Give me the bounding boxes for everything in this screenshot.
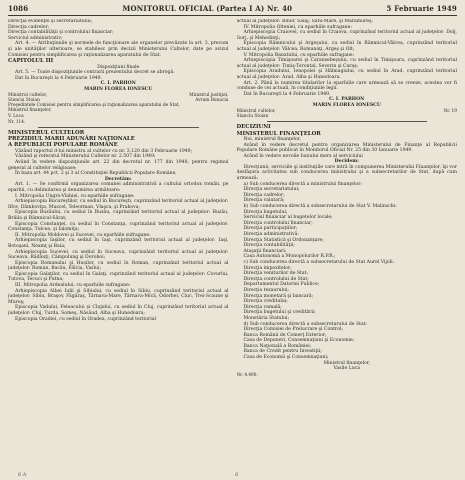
list-item: Casa de Depuneri, Consemnaţiuni şi Economie; xyxy=(243,338,355,344)
publication-date: 5 Februarie 1949 xyxy=(386,4,457,13)
paragraph: Arhiepiscopia Albei Iulii şi Sibiului, cu sediul în Sibiu, cuprinzând teritoriul actual al judeţelor: Sibiu, Braşov, Făgăraş, Târnava-Mare, Târnava-Mică, Odorhei, Ciuc, Trei-Scaune şi Mureş; xyxy=(8,288,229,305)
president-name: C. I. PARHON xyxy=(100,81,136,87)
list-item: Banca Naţională a României; xyxy=(243,343,312,349)
divider xyxy=(267,121,428,122)
list-item: Direcţia participaţiilor; xyxy=(243,226,298,232)
paragraph: I. Mitropolia Ungro-Vlahiei, cu eparhiile sufragane: xyxy=(15,193,135,199)
paragraph: Episcopia Constanţei, cu sediul în Constanţa, cuprinzând teritoriul actual al judeţelor: Constanţa, Tulcea, şi Ialomiţa; xyxy=(8,221,229,233)
paragraph: Având în vedere dispoziţiunile art. 22 din decretul nr. 177 din 1948, pentru regimul general al cultelor religioase; xyxy=(8,160,229,171)
signatures xyxy=(8,93,229,119)
ministry-title: MINISTERUL CULTELOR xyxy=(8,129,85,136)
paragraph: II. Mitropolia Moldovei şi Sucevei, cu eparhiile sufragane: xyxy=(15,232,151,238)
list-item: Direcţia valutară; xyxy=(243,198,285,204)
list-item: Casa Autonomă a Monopolurilor R.P.R.; xyxy=(243,254,336,260)
decree-number: Nr. 114. xyxy=(8,119,26,125)
list-item: Direcţia contabilităţii; xyxy=(243,243,295,249)
signers-left: Ministrul cultelor, Stanciu Stoian Preşedintele Comisiei pentru simplificarea şi raţionalizarea aparatului de Stat, Ministrul finanţelor, V. Luca xyxy=(8,92,180,119)
paragraph: Decidem: xyxy=(334,159,359,165)
paragraph: Art. 1. — Se confirmă organizarea comunei administrativă a cultului ortodox român, pe eparhii, cu delimitarea şi denumirea următoare: xyxy=(8,182,229,193)
article-4: Art. 4. — Atribuţiunile şi normele de funcţionare ale organelor prevăzute la art. 3, precum şi ale unităţilor ulterioare, se stabilesc prin decizii Ministerului Cultelor, date pe avizul Comisiei pentru simplificarea şi raţionalizarea aparatului de Stat. xyxy=(8,41,229,58)
list-item: Direcţia administrativă; xyxy=(243,232,299,237)
list-item: Direcţia monetară şi bancară; xyxy=(243,293,314,299)
secretary-name: MARIN FLOREA IONESCU xyxy=(84,86,153,92)
list-item: Direcţia creditului; xyxy=(243,299,288,305)
footer-center: 6 xyxy=(235,472,239,478)
publication-title: MONITORUL OFICIAL (Partea I A) Nr. 40 xyxy=(122,4,293,13)
text-line: actual al judeţelor: Bihor, Sălaj, Satu-Mare, şi Maramureş; xyxy=(236,19,373,24)
decision-ministry: MINISTERUL FINANŢELOR xyxy=(236,130,321,137)
paragraph: Arhiepiscopia Bucureştilor, cu sediul în Bucureşti, cuprinzând teritoriul actual al judeţelor: Ilfov, Dâmboviţa, Muscel, Teleorman, Vlaşca, şi Prahova; xyxy=(8,199,229,210)
divider xyxy=(38,127,199,128)
given-at: Dat în Bucureşti la 4 Februarie 1949. xyxy=(243,91,331,97)
text-line: Direcţia cadrelor; xyxy=(8,24,50,30)
list-item: Direcţia bugetului; xyxy=(243,209,288,215)
paragraph: Episcopia Oradiei, cu sediul în Oradea, cuprinzând teritoriul xyxy=(15,316,157,322)
text-line: Art. 2. Până la numirea titularilor la eparhiile care urmează să se creeze, acestea vor fi conduse de cei actuali, în condiţiunile legii. xyxy=(236,80,457,92)
given-at: Dat în Bucureşti la 4 Februarie 1949. xyxy=(15,75,103,81)
paragraph: Având în vedere nevoile bunului mers al serviciului xyxy=(243,153,363,159)
list-item: Direcţia impozitelor; xyxy=(243,265,292,271)
page-number: 1086 xyxy=(8,4,29,13)
secretary-name: MARIN FLOREA IONESCU xyxy=(312,102,381,108)
list-item: Direcţia secretariatului; xyxy=(243,187,300,193)
list-item: Direcţia controlului de Stat; xyxy=(243,276,309,282)
text-line: IV. Mitropolia Olteniei, cu eparhiile sufragane: xyxy=(243,24,352,30)
list-item: Ataşaţii financiari; xyxy=(243,248,287,254)
decision-signer: Ministrul finanţelor, Vasile Luca xyxy=(323,360,371,372)
text-line: Direcţia evidenţei şi secretariatului; xyxy=(8,19,93,24)
list-item: Casa de Economii şi Consemnaţiuni; xyxy=(243,355,329,361)
paragraph: Arhiepiscopia Iaşilor, cu sediul în Iaşi, cuprinzând teritoriul actual al judeţelor: Iaşi, Botoşani, Neamţ şi Baia; xyxy=(8,238,229,249)
chapter-title: CAPITOLUL III xyxy=(8,58,54,65)
list-item: Direcţia tezaurului; xyxy=(243,287,289,293)
paragraph: III. Mitropolia Ardealului, cu eparhiile sufragane: xyxy=(15,283,131,289)
text-line: V. Mitropolia Banatului, cu eparhiile sufragane: xyxy=(243,52,355,58)
right-column xyxy=(237,19,458,474)
paragraph: Episcopia Galaţilor, cu sediul în Galaţi, cuprinzând teritoriul actual al judeţelor: Covurlui, Tutova, Tecuci şi Putna; xyxy=(8,271,229,283)
decisions-title: DECIZIUNI xyxy=(236,124,271,131)
list-item: Monetăria Statului; xyxy=(243,315,290,321)
paragraph: Episcopia Vadului, Feleacului şi Clujului, cu sediul în Cluj, cuprinzând teritoriul actual al judeţelor: Cluj, Turda, Someş, Năsăud, Alba şi Hunedoara; xyxy=(8,305,229,317)
paragraph: Episcopia Romanului şi Hușilor, cu sediul în Roman, cuprinzând teritoriul actual al judeţelor: Roman, Bacău, Fălciu, Vaslui; xyxy=(8,260,229,272)
president-name: C. I. PARHON xyxy=(329,97,365,103)
decree-title: PREZIDIUL MARII ADUNĂRI NAŢIONALE A REPUBLICII POPULARE ROMÂNE xyxy=(8,136,135,149)
list-item: Banca de Credit pentru Investiţii; xyxy=(243,349,322,355)
paragraph: d) Sub conducerea directă a subsecretarului de Stat: xyxy=(243,321,368,327)
left-column xyxy=(8,19,229,474)
paragraph: Episcopia Buzăului, cu sediul în Buzău, cuprinzând teritoriul actual al judeţelor: Buzău, Brăila şi Râmnicul-Sărat; xyxy=(8,210,229,221)
paragraph: Noi, ministrul finanţelor, xyxy=(243,136,301,142)
list-item: Direcţia Statistică şi Ordonanţare; xyxy=(243,237,324,243)
paragraph: În baza art. 44 pct. 2 şi 3 al Constituţiei Republicii Populare Române, xyxy=(15,171,177,177)
text-line: Serviciul administrativ; xyxy=(8,35,63,41)
decision-number: Nr. 4.490. xyxy=(236,371,258,377)
page-footer xyxy=(0,472,465,478)
text-line: Episcopia Aradului, Ienopolei şi Hălmagiului, cu sediul în Arad, cuprinzând teritoriul actual al judeţelor: Arad, Alba şi Hunedoara. xyxy=(236,69,457,80)
list-item: Direcţia bugetului şi creditării; xyxy=(243,310,316,316)
chapter-subtitle: Dispoziţiuni finale xyxy=(97,64,140,70)
signatures xyxy=(237,109,458,120)
list-item: Direcţia Comisiei de Prelucrare şi Control; xyxy=(243,327,344,333)
paragraph: Direcţiunii, serviciile şi instituţiile care intră în compunerea Ministerului Finanţelor, îşi vor desfăşura activitatea sub conducerea ministrului şi a subsecretarilor de Stat, după cum urmează: xyxy=(236,164,457,182)
list-item: Banca Română de Comerţ Exterior; xyxy=(243,332,327,338)
list-item: Direcţia cadrelor; xyxy=(243,192,285,198)
decree-number: Nr. 19 xyxy=(443,108,457,114)
text-line: Episcopia Râmnicului şi Argeşului, cu sediul în Râmnicul-Vâlcea, cuprinzând teritoriul actual al judeţelor: Vâlcea, Romanaţi, Argeş şi Olt; xyxy=(236,41,457,52)
text-line: Direcţia contabilităţii şi controlului financiar; xyxy=(8,30,114,36)
list-item: Serviciul financiar al bugetelor locale; xyxy=(243,215,333,221)
text-line: Arhiepiscopia Craiovei, cu sediul în Craiova, cuprinzând teritoriul actual al judeţelor: Dolj, Gorj, şi Mehedinţi; xyxy=(236,30,457,41)
text-line: Arhiepiscopia Timişoarei şi Caransebeşului, cu sediul în Timişoara, cuprinzând teritoriul actual al judeţelor: Timiş-Torontal, Severin şi Caraş; xyxy=(236,58,457,69)
paragraph: Având în vedere decretul pentru organizarea Ministerului de Finanţe al Republicii Populare Române publicat în Monitorul Oficial Nr. 25 din 30 Ianuarie 1949. xyxy=(236,142,457,154)
signer-left: Ministrul cultelor, Stanciu Stoian xyxy=(236,108,276,119)
page-header xyxy=(8,4,457,16)
paragraph: Arhiepiscopia Sucevei, cu sediul în Suceava, cuprinzând teritoriul actual al judeţelor: Suceava, Rădăuţi, Câmpulung şi Dorohoi; xyxy=(8,249,229,261)
list-item: Direcţia controlului financiar; xyxy=(243,220,313,226)
paragraph: b) Sub conducerea directă a subsecretarului de Stat V. Malinschi: xyxy=(243,204,397,210)
list-item: Departamentul Datoriei Publice; xyxy=(243,282,320,288)
list-item: Direcţia veniturilor de Stat; xyxy=(243,271,309,277)
article-5: Art. 5. — Toate dispoziţiunile contrarii prezentului decret se abrogă. xyxy=(15,70,175,76)
list-item: Direcţia vamală; xyxy=(243,304,282,310)
paragraph: Văzând raportul d-lui ministru al cultelor cu nr. 3.120 din 3 Februarie 1949; xyxy=(15,148,193,154)
paragraph: Decretăm: xyxy=(104,176,132,182)
paragraph: c) Sub conducerea directă a subsecretarului de Stat Aurel Vijoli: xyxy=(243,259,395,265)
footer-left: 6 A xyxy=(18,472,27,478)
signers-right: Ministrul justiţiei, Avram Bunaciu xyxy=(189,92,229,103)
paragraph: a) Sub conducerea directă a ministrului finanţelor: xyxy=(243,181,362,187)
paragraph: Văzând şi referatul Ministerului Cultelor nr. 2.507 din 1949; xyxy=(15,154,156,160)
